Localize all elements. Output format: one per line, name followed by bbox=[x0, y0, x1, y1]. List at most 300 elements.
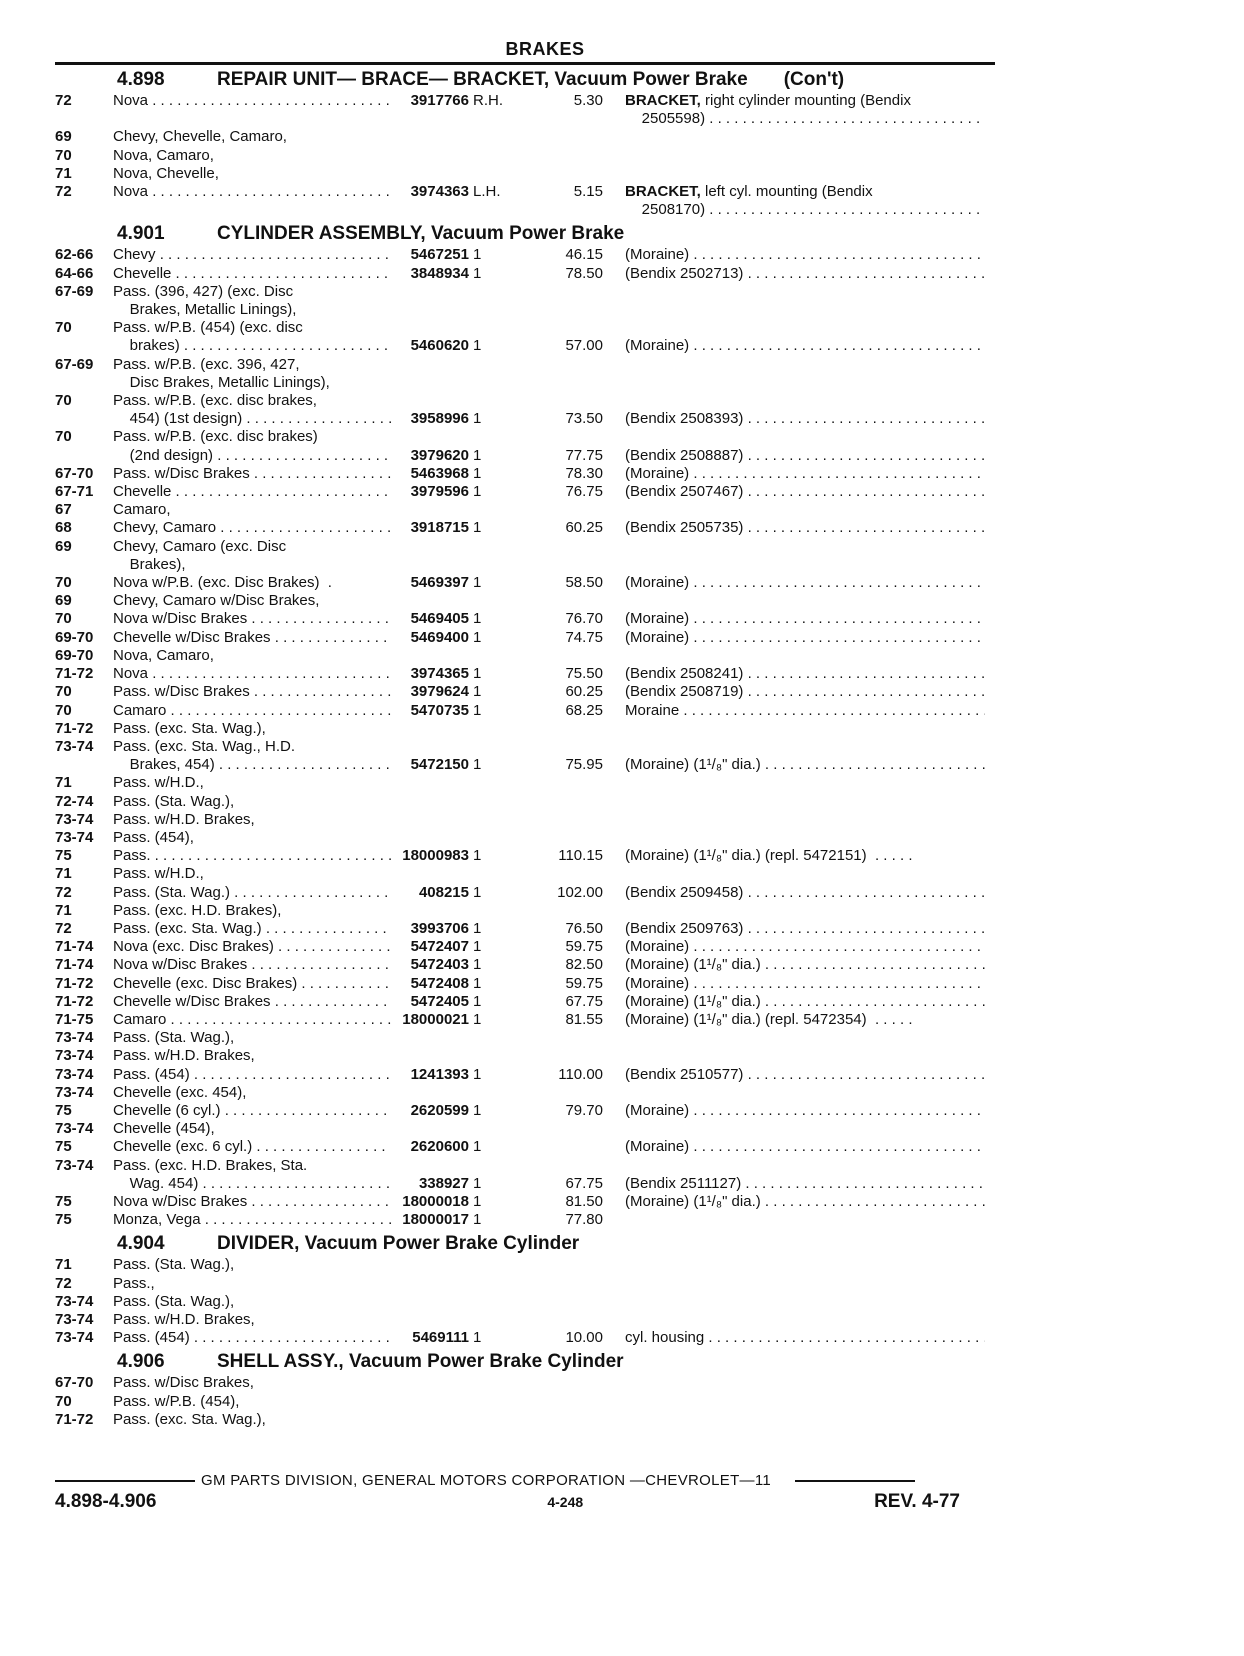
application: Brakes), bbox=[113, 555, 186, 573]
parts-row bbox=[55, 756, 995, 774]
quantity bbox=[469, 647, 533, 665]
part-number bbox=[391, 647, 469, 665]
part-number bbox=[391, 1411, 469, 1429]
price bbox=[533, 1275, 603, 1293]
application: Chevelle . . . bbox=[113, 265, 391, 283]
model-years: 72 bbox=[55, 883, 72, 901]
application: Pass. w/Disc Brakes . . . bbox=[113, 465, 391, 483]
model-years: 73-74 bbox=[55, 828, 94, 846]
section-title: SHELL ASSY., Vacuum Power Brake Cylinder bbox=[217, 1351, 624, 1373]
price: 78.50 bbox=[565, 264, 603, 282]
description bbox=[625, 265, 985, 283]
application: Pass. w/H.D. Brakes, bbox=[113, 810, 255, 828]
description bbox=[625, 774, 985, 792]
application: Pass. (exc. Sta. Wag.), bbox=[113, 1410, 266, 1428]
price bbox=[533, 147, 603, 165]
parts-row bbox=[55, 1411, 995, 1429]
part-number bbox=[391, 147, 469, 165]
model-years: 71-72 bbox=[55, 719, 94, 737]
application: Camaro . . . bbox=[113, 702, 391, 720]
application: Pass. (Sta. Wag.) . . . bbox=[113, 884, 391, 902]
section-number: 4.906 bbox=[117, 1351, 165, 1373]
part-number bbox=[391, 1157, 469, 1175]
description bbox=[625, 1256, 985, 1274]
footer-publisher: GM PARTS DIVISION, GENERAL MOTORS CORPORATION —CHEVROLET—11 bbox=[201, 1472, 772, 1489]
quantity bbox=[469, 374, 533, 392]
price: 10.00 bbox=[565, 1329, 603, 1347]
description bbox=[625, 1029, 985, 1047]
model-years: 70 bbox=[55, 1392, 72, 1410]
model-years: 73-74 bbox=[55, 1029, 94, 1047]
application: Nova w/Disc Brakes . . . bbox=[113, 610, 391, 628]
price: 46.15 bbox=[565, 246, 603, 264]
section-number: 4.901 bbox=[117, 223, 165, 245]
application: Nova, Camaro, bbox=[113, 146, 214, 164]
description bbox=[625, 447, 985, 465]
description-text: (Bendix 2505735) bbox=[625, 519, 744, 537]
quantity bbox=[469, 1411, 533, 1429]
part-number bbox=[391, 811, 469, 829]
quantity bbox=[469, 902, 533, 920]
page-footer bbox=[55, 1472, 960, 1513]
quantity bbox=[469, 1029, 533, 1047]
application: Pass. (Sta. Wag.), bbox=[113, 792, 235, 810]
part-number bbox=[391, 865, 469, 883]
application: 454) (1st design) . . . bbox=[113, 410, 391, 428]
part-number: 5472408 bbox=[410, 974, 469, 992]
section-title: DIVIDER, Vacuum Power Brake Cylinder bbox=[217, 1233, 580, 1255]
application: Pass. w/Disc Brakes . . . bbox=[113, 683, 391, 701]
quantity bbox=[469, 1084, 533, 1102]
quantity bbox=[469, 501, 533, 519]
parts-row bbox=[55, 410, 995, 428]
description-text: (Moraine) (1¹/₈" dia.) (repl. 5472354) . . . . . bbox=[625, 1010, 913, 1028]
part-number: 18000017 bbox=[402, 1211, 469, 1229]
model-years: 71 bbox=[55, 774, 72, 792]
quantity: 1 bbox=[473, 756, 482, 774]
part-number: 1241393 bbox=[410, 1065, 469, 1083]
parts-row bbox=[55, 902, 995, 920]
section-number: 4.898 bbox=[117, 69, 165, 90]
price bbox=[533, 1157, 603, 1175]
description bbox=[625, 1411, 985, 1429]
description-text: (Bendix 2508393) bbox=[625, 410, 744, 428]
price: 76.50 bbox=[565, 919, 603, 937]
application: Chevelle w/Disc Brakes . . . bbox=[113, 993, 391, 1011]
price bbox=[533, 774, 603, 792]
application: Chevelle (exc. Disc Brakes) . . . bbox=[113, 975, 391, 993]
price bbox=[533, 501, 603, 519]
description bbox=[625, 738, 985, 756]
parts-row bbox=[55, 865, 995, 883]
quantity: 1 bbox=[473, 992, 482, 1010]
model-years: 71-75 bbox=[55, 1010, 94, 1028]
part-number bbox=[391, 319, 469, 337]
description bbox=[625, 1066, 985, 1084]
quantity: 1 bbox=[473, 574, 482, 592]
part-number: 3918715 bbox=[410, 519, 469, 537]
parts-row bbox=[55, 1293, 995, 1311]
description-text: (Moraine) bbox=[625, 246, 690, 264]
price bbox=[533, 1374, 603, 1392]
model-years: 70 bbox=[55, 146, 72, 164]
description bbox=[625, 483, 985, 501]
application: Camaro . . . bbox=[113, 1011, 391, 1029]
parts-row bbox=[55, 1066, 995, 1084]
parts-row bbox=[55, 738, 995, 756]
description bbox=[625, 428, 985, 446]
model-years: 70 bbox=[55, 701, 72, 719]
parts-row bbox=[55, 793, 995, 811]
parts-row bbox=[55, 1256, 995, 1274]
description bbox=[625, 793, 985, 811]
part-number: 18000021 bbox=[402, 1010, 469, 1028]
parts-row bbox=[55, 1193, 995, 1211]
parts-row bbox=[55, 702, 995, 720]
quantity bbox=[469, 110, 533, 128]
price: 67.75 bbox=[565, 1174, 603, 1192]
quantity bbox=[469, 1120, 533, 1138]
application: Pass. w/P.B. (exc. disc brakes) bbox=[113, 428, 318, 446]
description bbox=[625, 610, 985, 628]
part-number: 3979596 bbox=[410, 483, 469, 501]
model-years: 72 bbox=[55, 183, 72, 201]
section-heading bbox=[55, 222, 995, 246]
model-years: 67-71 bbox=[55, 483, 94, 501]
model-years bbox=[55, 301, 113, 319]
part-number bbox=[391, 501, 469, 519]
part-number bbox=[391, 283, 469, 301]
quantity bbox=[469, 428, 533, 446]
parts-row bbox=[55, 1120, 995, 1138]
application: Pass. (Sta. Wag.), bbox=[113, 1029, 235, 1047]
model-years: 73-74 bbox=[55, 1329, 94, 1347]
part-number: 5469400 bbox=[410, 628, 469, 646]
application: Chevy, Chevelle, Camaro, bbox=[113, 128, 287, 146]
description-text: (Bendix 2511127) bbox=[625, 1174, 742, 1192]
footer-section-range: 4.898-4.906 bbox=[55, 1491, 157, 1512]
description bbox=[625, 465, 985, 483]
part-number: 3974363 bbox=[410, 183, 469, 201]
model-years bbox=[55, 756, 113, 774]
parts-row bbox=[55, 110, 995, 128]
quantity bbox=[469, 1256, 533, 1274]
model-years: 75 bbox=[55, 1211, 72, 1229]
description bbox=[625, 756, 985, 774]
quantity bbox=[469, 811, 533, 829]
model-years bbox=[55, 1175, 113, 1193]
application: Nova . . . bbox=[113, 183, 391, 201]
quantity: 1 bbox=[473, 919, 482, 937]
application: brakes) . . . bbox=[113, 337, 391, 355]
parts-row bbox=[55, 147, 995, 165]
description-bold: BRACKET, bbox=[625, 183, 701, 201]
parts-row bbox=[55, 1374, 995, 1392]
parts-row bbox=[55, 283, 995, 301]
application: Pass. (396, 427) (exc. Disc bbox=[113, 282, 294, 300]
quantity: 1 bbox=[473, 938, 482, 956]
price bbox=[533, 110, 603, 128]
quantity bbox=[469, 165, 533, 183]
description bbox=[625, 356, 985, 374]
quantity bbox=[469, 201, 533, 219]
quantity bbox=[469, 1374, 533, 1392]
application: Nova w/Disc Brakes . . . bbox=[113, 1193, 391, 1211]
model-years: 72-74 bbox=[55, 792, 94, 810]
application: Chevelle (exc. 6 cyl.) . . . bbox=[113, 1138, 391, 1156]
section-heading bbox=[55, 1350, 995, 1374]
part-number: 3848934 bbox=[410, 264, 469, 282]
model-years bbox=[55, 374, 113, 392]
application: Chevelle (6 cyl.) . . . bbox=[113, 1102, 391, 1120]
description bbox=[625, 683, 985, 701]
quantity bbox=[469, 556, 533, 574]
price: 76.75 bbox=[565, 483, 603, 501]
part-number bbox=[391, 902, 469, 920]
description bbox=[625, 938, 985, 956]
parts-row bbox=[55, 501, 995, 519]
description bbox=[625, 847, 985, 865]
part-number: 2620600 bbox=[410, 1138, 469, 1156]
quantity bbox=[469, 538, 533, 556]
model-years: 73-74 bbox=[55, 1065, 94, 1083]
parts-row bbox=[55, 447, 995, 465]
model-years: 73-74 bbox=[55, 1156, 94, 1174]
part-number bbox=[391, 1275, 469, 1293]
part-number: 3979620 bbox=[410, 446, 469, 464]
quantity: 1 bbox=[473, 464, 482, 482]
model-years: 64-66 bbox=[55, 264, 94, 282]
part-number: 5472405 bbox=[410, 992, 469, 1010]
application: Nova, Chevelle, bbox=[113, 164, 219, 182]
description-text: Moraine bbox=[625, 701, 680, 719]
part-number bbox=[391, 1120, 469, 1138]
price: 82.50 bbox=[565, 956, 603, 974]
description bbox=[625, 975, 985, 993]
price: 68.25 bbox=[565, 701, 603, 719]
parts-row bbox=[55, 1393, 995, 1411]
description bbox=[625, 128, 985, 146]
application: Pass. w/P.B. (exc. disc brakes, bbox=[113, 392, 317, 410]
description-text: (Moraine) (1¹/₈" dia.) bbox=[625, 956, 761, 974]
part-number bbox=[391, 538, 469, 556]
description-text: cyl. housing bbox=[625, 1329, 705, 1347]
parts-row bbox=[55, 683, 995, 701]
parts-row bbox=[55, 1157, 995, 1175]
price: 74.75 bbox=[565, 628, 603, 646]
application: Pass. w/H.D. Brakes, bbox=[113, 1311, 255, 1328]
description bbox=[625, 392, 985, 410]
price bbox=[533, 319, 603, 337]
part-number bbox=[391, 1293, 469, 1311]
parts-row bbox=[55, 610, 995, 628]
application: Nova . . . bbox=[113, 665, 391, 683]
part-number bbox=[391, 829, 469, 847]
description-text: (Moraine) bbox=[625, 1138, 690, 1156]
description bbox=[625, 720, 985, 738]
application: Pass. w/P.B. (454) (exc. disc bbox=[113, 319, 303, 337]
application: Nova w/P.B. (exc. Disc Brakes) . bbox=[113, 574, 332, 592]
model-years: 69-70 bbox=[55, 646, 94, 664]
part-number bbox=[391, 128, 469, 146]
price bbox=[533, 556, 603, 574]
part-number: 5469397 bbox=[410, 574, 469, 592]
price: 60.25 bbox=[565, 519, 603, 537]
part-number bbox=[391, 1084, 469, 1102]
description-text: (Moraine) (1¹/₈" dia.) bbox=[625, 992, 761, 1010]
application: Camaro, bbox=[113, 501, 171, 519]
model-years: 72 bbox=[55, 919, 72, 937]
price: 60.25 bbox=[565, 683, 603, 701]
description-text: (Bendix 2509763) bbox=[625, 919, 744, 937]
parts-row bbox=[55, 337, 995, 355]
description bbox=[625, 283, 985, 301]
part-number: 408215 bbox=[418, 883, 469, 901]
part-number: 5472403 bbox=[410, 956, 469, 974]
description bbox=[625, 147, 985, 165]
description bbox=[625, 246, 985, 264]
part-number bbox=[391, 374, 469, 392]
model-years: 73-74 bbox=[55, 810, 94, 828]
model-years: 71 bbox=[55, 164, 72, 182]
price bbox=[533, 428, 603, 446]
part-number bbox=[391, 301, 469, 319]
model-years: 67-69 bbox=[55, 282, 94, 300]
parts-row bbox=[55, 392, 995, 410]
parts-row bbox=[55, 1275, 995, 1293]
part-number bbox=[391, 356, 469, 374]
parts-row bbox=[55, 1311, 995, 1329]
model-years: 75 bbox=[55, 1101, 72, 1119]
part-number bbox=[391, 1393, 469, 1411]
part-number bbox=[391, 201, 469, 219]
description bbox=[625, 556, 985, 574]
price: 77.80 bbox=[565, 1211, 603, 1229]
price: 102.00 bbox=[557, 883, 603, 901]
part-number: 5467251 bbox=[410, 246, 469, 264]
model-years bbox=[55, 110, 113, 128]
application: Disc Brakes, Metallic Linings), bbox=[113, 373, 330, 391]
price bbox=[533, 1411, 603, 1429]
description-text: (Moraine) bbox=[625, 974, 690, 992]
price: 110.00 bbox=[558, 1065, 603, 1083]
description bbox=[625, 1138, 985, 1156]
description bbox=[625, 92, 985, 110]
part-number: 5460620 bbox=[410, 337, 469, 355]
description bbox=[625, 1311, 985, 1329]
description bbox=[625, 1011, 985, 1029]
application: Chevelle w/Disc Brakes . . . bbox=[113, 629, 391, 647]
model-years: 67-70 bbox=[55, 1374, 94, 1392]
application: Pass. (454) . . . bbox=[113, 1066, 391, 1084]
model-years: 73-74 bbox=[55, 1292, 94, 1310]
quantity bbox=[469, 128, 533, 146]
model-years: 72 bbox=[55, 1274, 72, 1292]
quantity: 1 bbox=[473, 264, 482, 282]
model-years: 75 bbox=[55, 1138, 72, 1156]
parts-row bbox=[55, 1211, 995, 1229]
price bbox=[533, 301, 603, 319]
model-years: 71 bbox=[55, 865, 72, 883]
model-years: 69 bbox=[55, 592, 72, 610]
parts-row bbox=[55, 811, 995, 829]
application: Nova (exc. Disc Brakes) . . . bbox=[113, 938, 391, 956]
quantity: 1 bbox=[473, 1065, 482, 1083]
part-number: 338927 bbox=[418, 1174, 469, 1192]
parts-row bbox=[55, 1047, 995, 1065]
quantity bbox=[469, 319, 533, 337]
part-number bbox=[391, 1374, 469, 1392]
price: 59.75 bbox=[565, 938, 603, 956]
description bbox=[625, 665, 985, 683]
application: Pass. w/H.D., bbox=[113, 774, 204, 792]
quantity bbox=[469, 592, 533, 610]
part-number bbox=[391, 720, 469, 738]
application: Pass. (Sta. Wag.), bbox=[113, 1256, 235, 1274]
description bbox=[625, 884, 985, 902]
quantity: 1 bbox=[473, 246, 482, 264]
application: Pass. (exc. Sta. Wag.), bbox=[113, 719, 266, 737]
description bbox=[625, 1211, 985, 1229]
quantity bbox=[469, 392, 533, 410]
price bbox=[533, 793, 603, 811]
model-years: 70 bbox=[55, 392, 72, 410]
description bbox=[625, 920, 985, 938]
quantity: 1 bbox=[473, 1192, 482, 1210]
price: 76.70 bbox=[565, 610, 603, 628]
price bbox=[533, 592, 603, 610]
description bbox=[625, 1374, 985, 1392]
parts-row bbox=[55, 1175, 995, 1193]
part-number: 2620599 bbox=[410, 1101, 469, 1119]
description bbox=[625, 1102, 985, 1120]
application: Chevy, Camaro (exc. Disc bbox=[113, 537, 287, 555]
parts-row bbox=[55, 574, 995, 592]
footer-line bbox=[55, 1472, 960, 1489]
quantity bbox=[469, 829, 533, 847]
application: Brakes, 454) . . . bbox=[113, 756, 391, 774]
model-years: 70 bbox=[55, 683, 72, 701]
quantity bbox=[469, 738, 533, 756]
application: (2nd design) . . . bbox=[113, 447, 391, 465]
application: Chevelle (454), bbox=[113, 1120, 215, 1138]
price bbox=[533, 1029, 603, 1047]
quantity: 1 bbox=[473, 683, 482, 701]
quantity: 1 bbox=[473, 628, 482, 646]
footer-rule-left bbox=[55, 1480, 195, 1482]
description bbox=[625, 374, 985, 392]
description bbox=[625, 1047, 985, 1065]
model-years: 72 bbox=[55, 92, 72, 109]
parts-row bbox=[55, 774, 995, 792]
description bbox=[625, 301, 985, 319]
parts-row bbox=[55, 1011, 995, 1029]
application: Nova w/Disc Brakes . . . bbox=[113, 956, 391, 974]
quantity bbox=[469, 283, 533, 301]
part-number bbox=[391, 738, 469, 756]
parts-row bbox=[55, 465, 995, 483]
part-number bbox=[391, 1029, 469, 1047]
part-number: 18000983 bbox=[402, 847, 469, 865]
model-years bbox=[55, 201, 113, 219]
price: 75.50 bbox=[565, 665, 603, 683]
description bbox=[625, 1175, 985, 1193]
description-text: right cylinder mounting (Bendix bbox=[700, 92, 911, 109]
parts-row bbox=[55, 483, 995, 501]
description bbox=[625, 110, 985, 128]
description bbox=[625, 410, 985, 428]
model-years bbox=[55, 337, 113, 355]
